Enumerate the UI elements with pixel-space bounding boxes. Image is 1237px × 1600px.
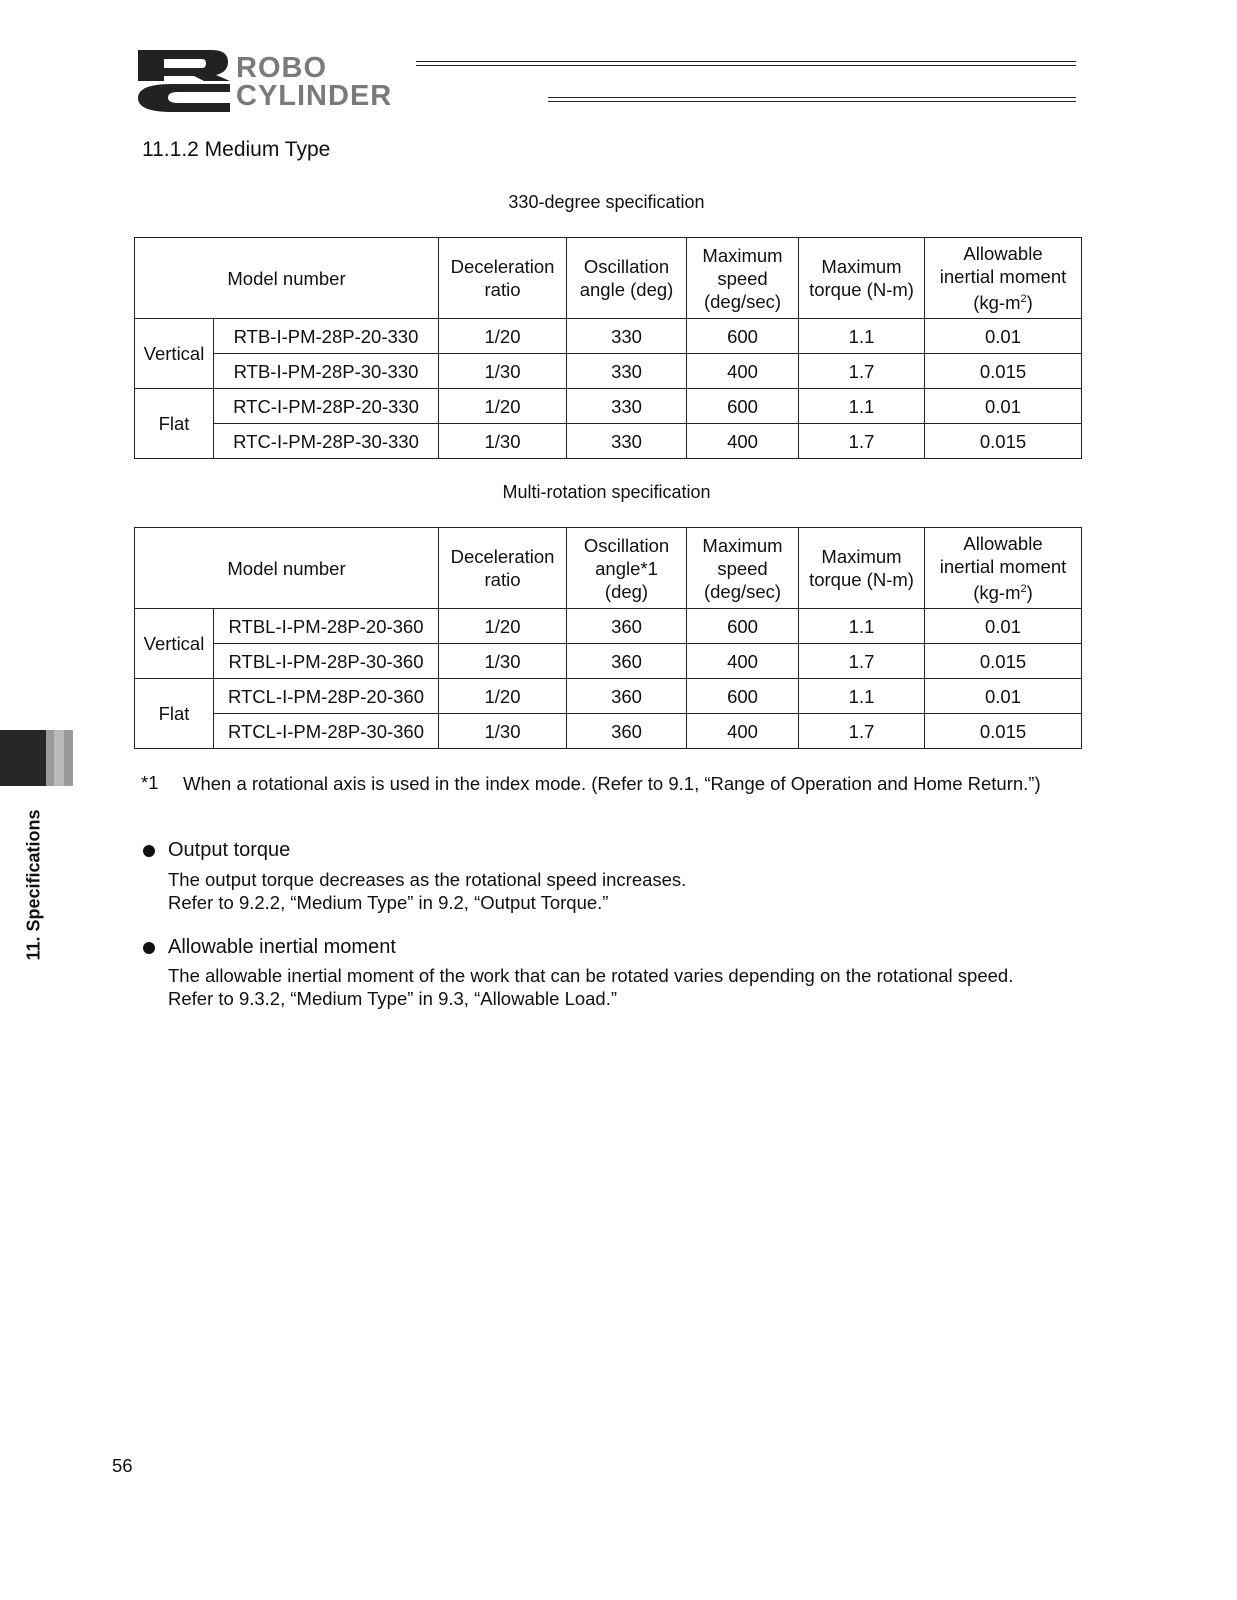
cell-speed: 400 xyxy=(687,644,799,679)
cell-osc: 330 xyxy=(567,424,687,459)
cell-torque: 1.7 xyxy=(799,424,925,459)
cell-decel: 1/30 xyxy=(439,714,567,749)
cell-osc: 360 xyxy=(567,714,687,749)
cell-model: RTC-I-PM-28P-30-330 xyxy=(214,424,439,459)
group-label-vertical: Vertical xyxy=(135,609,214,679)
cell-model: RTBL-I-PM-28P-20-360 xyxy=(214,609,439,644)
table-caption-multi-rotation: Multi-rotation specification xyxy=(502,482,711,502)
header-oscillation-angle: Oscillation angle*1 (deg) xyxy=(567,528,687,609)
cell-inertia: 0.01 xyxy=(925,319,1082,354)
cell-model: RTB-I-PM-28P-20-330 xyxy=(214,319,439,354)
bullet-body-line: Refer to 9.3.2, “Medium Type” in 9.3, “Allowable Load.” xyxy=(168,988,618,1009)
cell-torque: 1.1 xyxy=(799,319,925,354)
bullet-body-line: The allowable inertial moment of the work that can be rotated varies depending on the rotational speed. xyxy=(168,965,1014,986)
bullet-title-allowable-inertial-moment: Allowable inertial moment xyxy=(168,936,396,958)
bullet-title-output-torque: Output torque xyxy=(168,839,291,861)
table-row xyxy=(135,424,1082,459)
robo-cylinder-logo-icon xyxy=(138,50,230,112)
header-rule-top xyxy=(416,61,1076,66)
cell-speed: 400 xyxy=(687,714,799,749)
cell-osc: 330 xyxy=(567,389,687,424)
table-row xyxy=(135,354,1082,389)
cell-speed: 600 xyxy=(687,609,799,644)
cell-inertia: 0.015 xyxy=(925,354,1082,389)
cell-inertia: 0.01 xyxy=(925,679,1082,714)
cell-model: RTBL-I-PM-28P-30-360 xyxy=(214,644,439,679)
cell-inertia: 0.01 xyxy=(925,389,1082,424)
table-row xyxy=(135,319,1082,354)
table-row xyxy=(135,679,1082,714)
cell-decel: 1/20 xyxy=(439,389,567,424)
section-title: 11.1.2 Medium Type xyxy=(142,138,331,161)
header-allowable-inertial-moment: Allowable inertial moment $(kg-m^2)$ xyxy=(925,528,1082,609)
header-allowable-inertial-moment: Allowable inertial moment $(kg-m^2)$ xyxy=(925,238,1082,319)
header-rule-bottom xyxy=(548,97,1076,102)
cell-inertia: 0.015 xyxy=(925,424,1082,459)
table-row xyxy=(135,714,1082,749)
cell-inertia: 0.015 xyxy=(925,644,1082,679)
logo-text-cylinder: CYLINDER xyxy=(236,80,393,112)
page-number: 56 xyxy=(112,1455,133,1476)
cell-osc: 360 xyxy=(567,679,687,714)
chapter-tab-shade-inner xyxy=(54,730,64,786)
header-maximum-speed: Maximum speed (deg/sec) xyxy=(687,528,799,609)
cell-inertia: 0.01 xyxy=(925,609,1082,644)
cell-model: RTB-I-PM-28P-30-330 xyxy=(214,354,439,389)
cell-model: RTCL-I-PM-28P-20-360 xyxy=(214,679,439,714)
cell-osc: 360 xyxy=(567,644,687,679)
header-oscillation-angle: Oscillation angle (deg) xyxy=(567,238,687,319)
header-maximum-speed: Maximum speed (deg/sec) xyxy=(687,238,799,319)
chapter-tab-marker xyxy=(0,730,46,786)
table-row xyxy=(135,389,1082,424)
cell-decel: 1/20 xyxy=(439,609,567,644)
spec-table-330 xyxy=(134,237,1082,459)
cell-torque: 1.1 xyxy=(799,389,925,424)
cell-decel: 1/30 xyxy=(439,354,567,389)
spec-table-multi-rotation xyxy=(134,527,1082,749)
cell-speed: 600 xyxy=(687,319,799,354)
cell-decel: 1/30 xyxy=(439,424,567,459)
table-row xyxy=(135,609,1082,644)
header-deceleration-ratio: Deceleration ratio xyxy=(439,238,567,319)
cell-osc: 360 xyxy=(567,609,687,644)
group-label-vertical: Vertical xyxy=(135,319,214,389)
cell-speed: 400 xyxy=(687,354,799,389)
cell-torque: 1.7 xyxy=(799,354,925,389)
cell-torque: 1.7 xyxy=(799,714,925,749)
cell-speed: 600 xyxy=(687,679,799,714)
table-row xyxy=(135,644,1082,679)
bullet-icon xyxy=(143,942,155,954)
bullet-body-line: The output torque decreases as the rotational speed increases. xyxy=(168,869,687,890)
footnote-mark: *1 xyxy=(141,772,159,793)
cell-decel: 1/20 xyxy=(439,319,567,354)
cell-torque: 1.7 xyxy=(799,644,925,679)
header-maximum-torque: Maximum torque (N-m) xyxy=(799,238,925,319)
cell-torque: 1.1 xyxy=(799,609,925,644)
group-label-flat: Flat xyxy=(135,389,214,459)
header-model-number: Model number xyxy=(135,238,439,319)
chapter-side-label: 11. Specifications xyxy=(23,809,44,961)
cell-torque: 1.1 xyxy=(799,679,925,714)
table-header-row xyxy=(135,238,1082,319)
cell-model: RTC-I-PM-28P-20-330 xyxy=(214,389,439,424)
group-label-flat: Flat xyxy=(135,679,214,749)
cell-model: RTCL-I-PM-28P-30-360 xyxy=(214,714,439,749)
table-caption-330: 330-degree specification xyxy=(508,192,705,212)
table-header-row xyxy=(135,528,1082,609)
cell-decel: 1/30 xyxy=(439,644,567,679)
header-deceleration-ratio: Deceleration ratio xyxy=(439,528,567,609)
cell-osc: 330 xyxy=(567,354,687,389)
cell-inertia: 0.015 xyxy=(925,714,1082,749)
cell-decel: 1/20 xyxy=(439,679,567,714)
cell-speed: 400 xyxy=(687,424,799,459)
bullet-body-line: Refer to 9.2.2, “Medium Type” in 9.2, “Output Torque.” xyxy=(168,892,609,913)
header-model-number: Model number xyxy=(135,528,439,609)
footnote-text: When a rotational axis is used in the index mode. (Refer to 9.1, “Range of Operation and Home Return.”) xyxy=(183,773,1041,794)
logo-text-robo: ROBO xyxy=(236,52,327,84)
bullet-icon xyxy=(143,845,155,857)
cell-speed: 600 xyxy=(687,389,799,424)
cell-osc: 330 xyxy=(567,319,687,354)
header-maximum-torque: Maximum torque (N-m) xyxy=(799,528,925,609)
